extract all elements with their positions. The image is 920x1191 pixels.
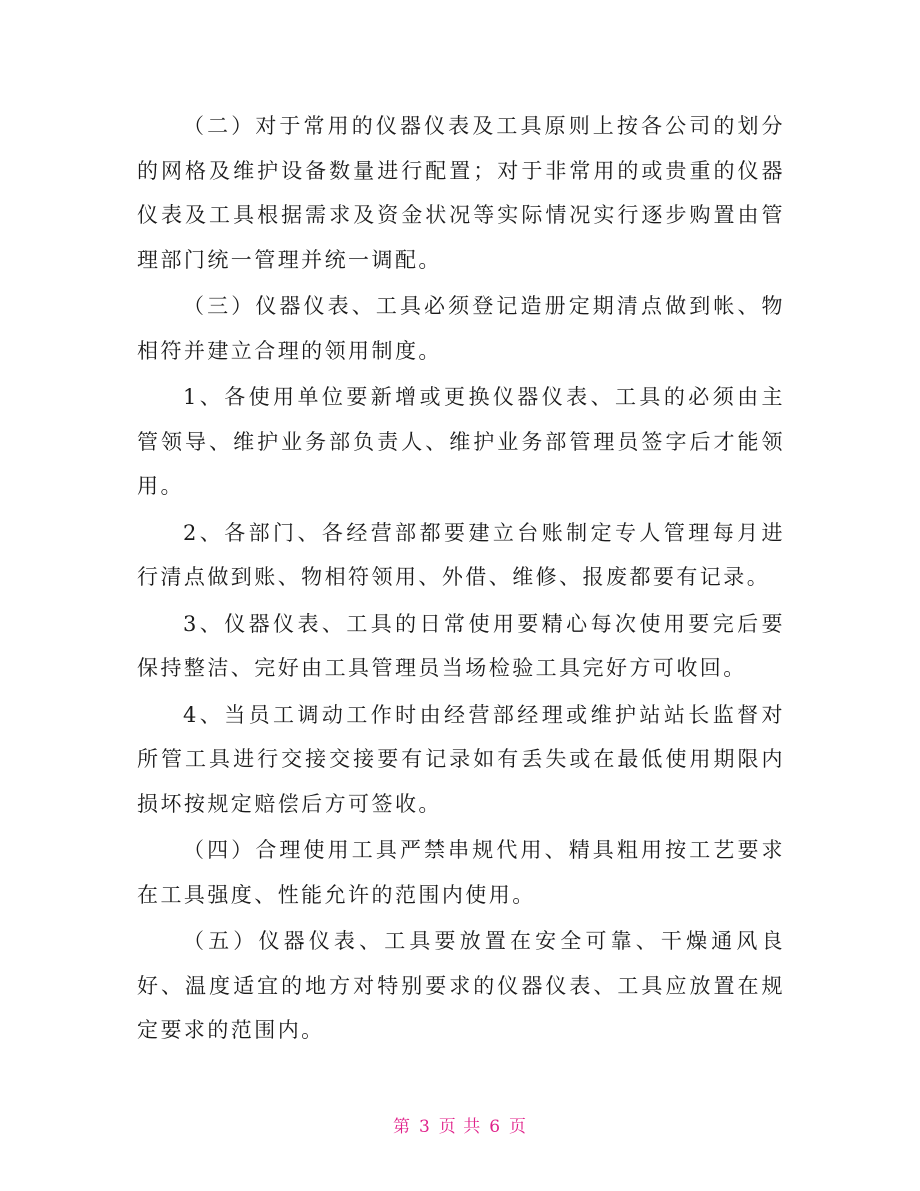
paragraph-3: （三）仪器仪表、工具必须登记造册定期清点做到帐、物相符并建立合理的领用制度。 [137, 294, 785, 363]
paragraph-2: （二）对于常用的仪器仪表及工具原则上按各公司的划分的网格及维护设备数量进行配置；对于非常用的或贵重的仪器仪表及工具根据需求及资金状况等实际情况实行逐步购置由管理部门统一管理并统一调配。 [137, 114, 785, 272]
footer-total-pages: 6 [489, 1117, 502, 1137]
footer-prefix: 第 [392, 1117, 411, 1137]
document-body [137, 104, 785, 1053]
paragraph-item-4: 4、当员工调动工作时由经营部经理或维护站站长监督对所管工具进行交接交接要有记录如有丢失或在最低使用期限内损坏按规定赔偿后方可签收。 [137, 702, 785, 816]
footer-suffix: 页 [509, 1117, 528, 1137]
paragraph-4: （四）合理使用工具严禁串规代用、精具粗用按工艺要求在工具强度、性能允许的范围内使用。 [137, 838, 785, 907]
footer-current-page: 3 [418, 1117, 431, 1137]
paragraph-5: （五）仪器仪表、工具要放置在安全可靠、干燥通风良好、温度适宜的地方对特别要求的仪器仪表、工具应放置在规定要求的范围内。 [137, 929, 785, 1042]
paragraph-item-3: 3、仪器仪表、工具的日常使用要精心每次使用要完后要保持整洁、完好由工具管理员当场检验工具完好方可收回。 [137, 611, 785, 680]
page-number-footer [0, 1112, 920, 1137]
paragraph-item-2: 2、各部门、各经营部都要建立台账制定专人管理每月进行清点做到账、物相符领用、外借、维修、报废都要有记录。 [137, 520, 785, 589]
paragraph-item-1: 1、各使用单位要新增或更换仪器仪表、工具的必须由主管领导、维护业务部负责人、维护业务部管理员签字后才能领用。 [137, 385, 785, 498]
footer-mid: 页 共 [438, 1117, 482, 1137]
